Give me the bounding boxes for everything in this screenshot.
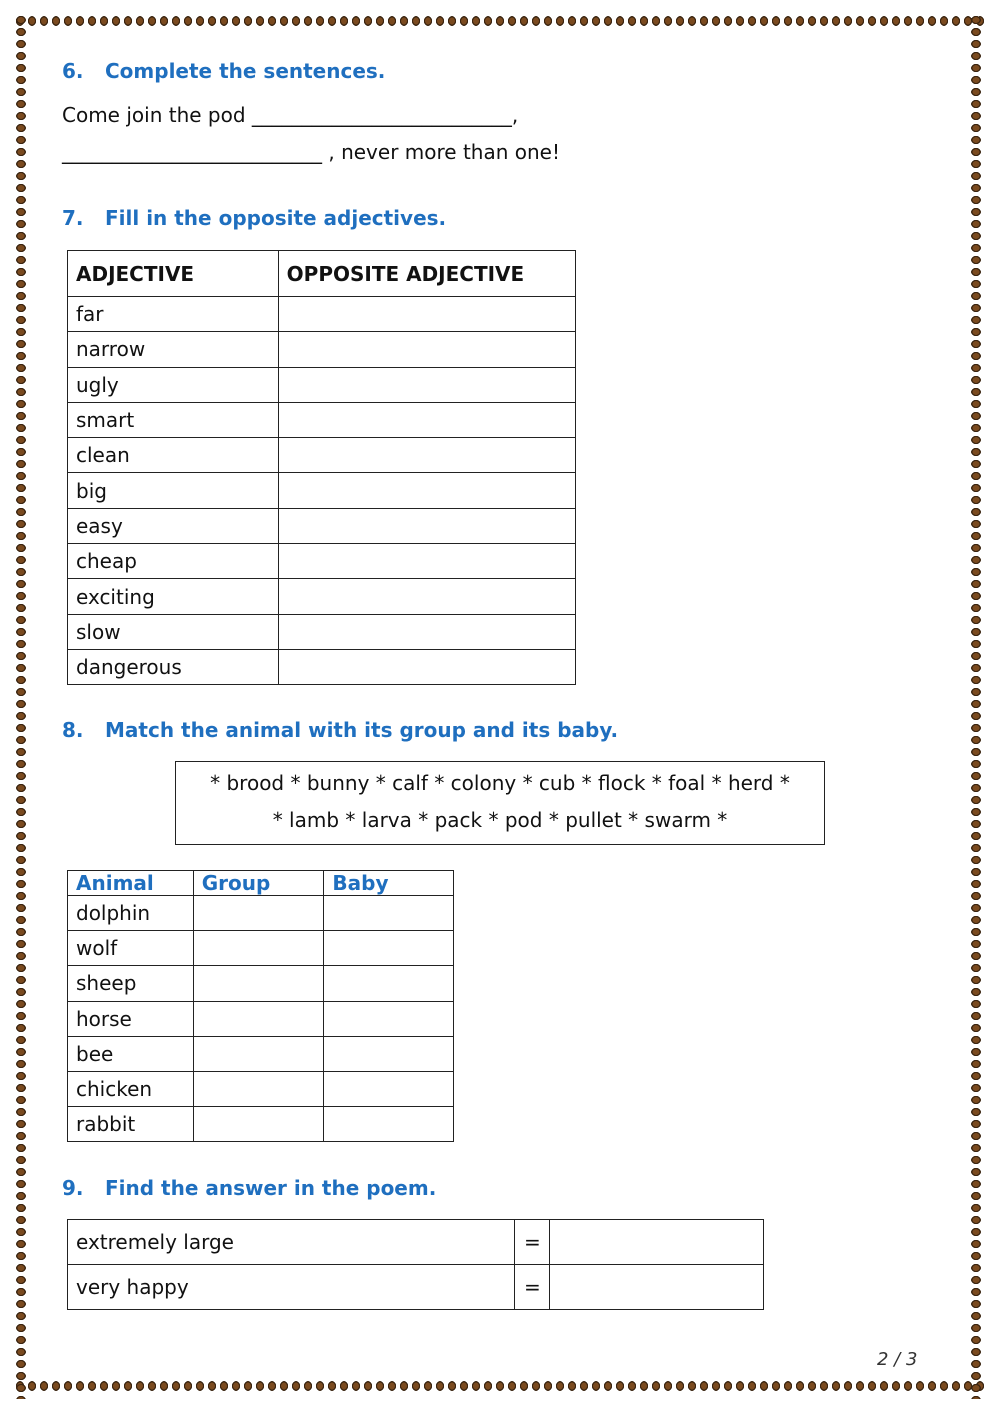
group-answer-cell[interactable] — [193, 931, 324, 966]
group-answer-cell[interactable] — [193, 1071, 324, 1106]
table-header-row — [68, 871, 454, 896]
group-answer-cell[interactable] — [193, 1001, 324, 1036]
animal-cell: sheep — [68, 966, 194, 1001]
page-border-bottom — [14, 1379, 986, 1393]
animal-cell: wolf — [68, 931, 194, 966]
table-row — [68, 332, 576, 367]
poem-answer-cell[interactable] — [550, 1220, 764, 1265]
baby-answer-cell[interactable] — [324, 966, 454, 1001]
baby-answer-cell[interactable] — [324, 931, 454, 966]
table-row — [68, 402, 576, 437]
phrase-cell: extremely large — [68, 1220, 515, 1265]
answer-cell[interactable] — [278, 579, 575, 614]
animal-match-table — [67, 870, 454, 1142]
baby-answer-cell[interactable] — [324, 1107, 454, 1142]
table-row — [68, 614, 576, 649]
phrase-cell: very happy — [68, 1265, 515, 1310]
table-row — [68, 473, 576, 508]
word-bank-line-2: * lamb * larva * pack * pod * pullet * swarm * — [272, 808, 728, 832]
baby-answer-cell[interactable] — [324, 896, 454, 931]
q6-sentence-1: Come join the pod __________________________, — [62, 103, 519, 127]
table-row — [68, 1071, 454, 1106]
group-answer-cell[interactable] — [193, 1107, 324, 1142]
q6-sentence-2: __________________________ , never more than one! — [62, 140, 560, 164]
q7-title: Fill in the opposite adjectives. — [105, 206, 447, 230]
answer-cell[interactable] — [278, 438, 575, 473]
answer-cell[interactable] — [278, 473, 575, 508]
animal-cell: rabbit — [68, 1107, 194, 1142]
adjective-cell: smart — [68, 402, 279, 437]
table-row — [68, 438, 576, 473]
word-bank — [175, 761, 825, 845]
table-row — [68, 1036, 454, 1071]
q8-title: Match the animal with its group and its baby. — [105, 718, 619, 742]
word-bank-line-1: * brood * bunny * calf * colony * cub * flock * foal * herd * — [210, 771, 790, 795]
table-row — [68, 1107, 454, 1142]
adjective-cell: big — [68, 473, 279, 508]
page-number: 2 / 3 — [877, 1349, 918, 1370]
adjective-cell: slow — [68, 614, 279, 649]
page-border-top — [14, 14, 986, 28]
answer-cell[interactable] — [278, 614, 575, 649]
baby-answer-cell[interactable] — [324, 1001, 454, 1036]
table-row — [68, 931, 454, 966]
adjective-cell: far — [68, 297, 279, 332]
equals-cell: = — [515, 1220, 550, 1265]
answer-cell[interactable] — [278, 367, 575, 402]
page-border-left — [14, 14, 28, 1399]
table-row — [68, 579, 576, 614]
column-header-baby: Baby — [324, 871, 454, 896]
adjective-cell: narrow — [68, 332, 279, 367]
equals-cell: = — [515, 1265, 550, 1310]
q8-number: 8. — [62, 718, 84, 742]
table-row — [68, 896, 454, 931]
adjective-cell: exciting — [68, 579, 279, 614]
adjective-cell: dangerous — [68, 649, 279, 684]
animal-cell: horse — [68, 1001, 194, 1036]
q9-title: Find the answer in the poem. — [105, 1176, 437, 1200]
opposite-adjectives-table — [67, 250, 576, 685]
group-answer-cell[interactable] — [193, 896, 324, 931]
table-row — [68, 966, 454, 1001]
answer-cell[interactable] — [278, 297, 575, 332]
q9-number: 9. — [62, 1176, 84, 1200]
animal-cell: chicken — [68, 1071, 194, 1106]
column-header-opposite: OPPOSITE ADJECTIVE — [278, 251, 575, 297]
page-border-right — [969, 14, 983, 1399]
table-row — [68, 1220, 764, 1265]
adjective-cell: easy — [68, 508, 279, 543]
adjective-cell: clean — [68, 438, 279, 473]
q9-heading — [62, 1176, 436, 1200]
column-header-adjective: ADJECTIVE — [68, 251, 279, 297]
q7-heading — [62, 206, 446, 230]
poem-answer-table — [67, 1219, 764, 1310]
column-header-animal: Animal — [68, 871, 194, 896]
q6-number: 6. — [62, 59, 84, 83]
table-row — [68, 1001, 454, 1036]
answer-cell[interactable] — [278, 649, 575, 684]
table-row — [68, 544, 576, 579]
q6-heading — [62, 59, 385, 83]
q7-number: 7. — [62, 206, 84, 230]
column-header-group: Group — [193, 871, 324, 896]
adjective-cell: ugly — [68, 367, 279, 402]
group-answer-cell[interactable] — [193, 966, 324, 1001]
adjective-cell: cheap — [68, 544, 279, 579]
baby-answer-cell[interactable] — [324, 1036, 454, 1071]
animal-cell: bee — [68, 1036, 194, 1071]
group-answer-cell[interactable] — [193, 1036, 324, 1071]
answer-cell[interactable] — [278, 402, 575, 437]
poem-answer-cell[interactable] — [550, 1265, 764, 1310]
table-row — [68, 508, 576, 543]
table-header-row — [68, 251, 576, 297]
q6-title: Complete the sentences. — [105, 59, 386, 83]
table-row — [68, 1265, 764, 1310]
answer-cell[interactable] — [278, 332, 575, 367]
q8-heading — [62, 718, 618, 742]
table-row — [68, 367, 576, 402]
table-row — [68, 649, 576, 684]
table-row — [68, 297, 576, 332]
answer-cell[interactable] — [278, 508, 575, 543]
answer-cell[interactable] — [278, 544, 575, 579]
baby-answer-cell[interactable] — [324, 1071, 454, 1106]
animal-cell: dolphin — [68, 896, 194, 931]
